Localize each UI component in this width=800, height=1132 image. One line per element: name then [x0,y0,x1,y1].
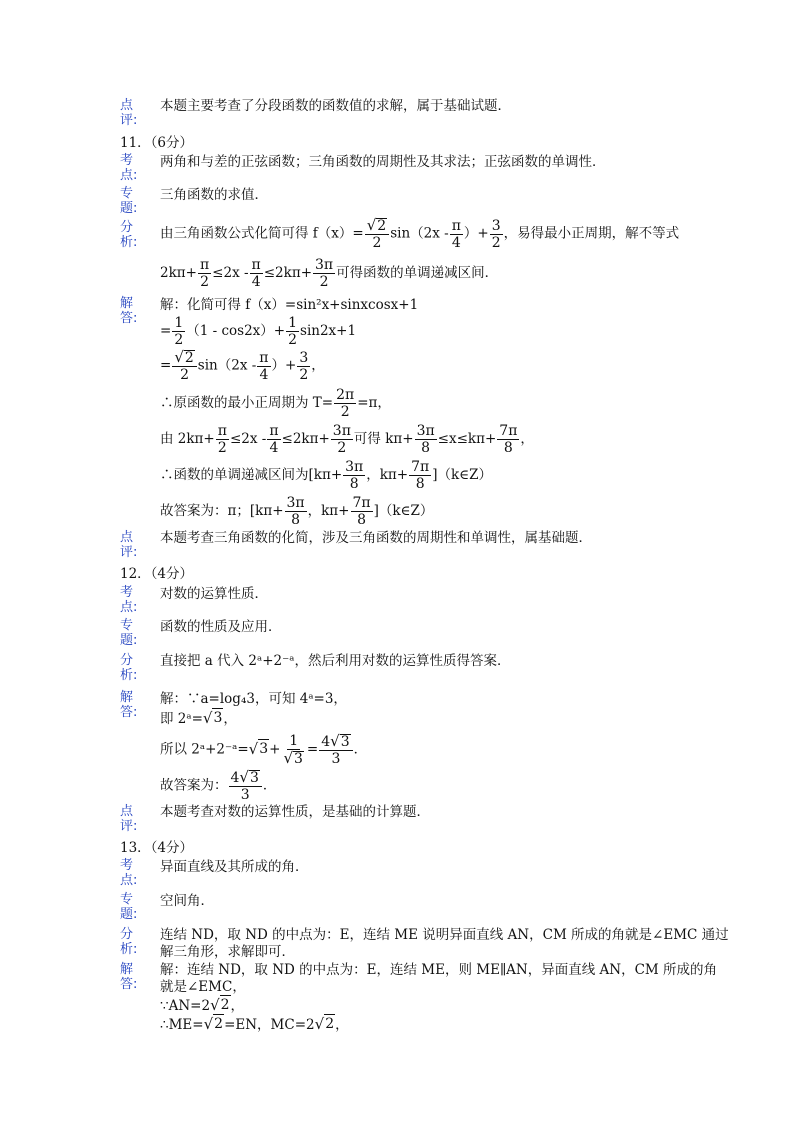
denominator: 2 [319,274,329,290]
fraction [450,219,463,250]
fraction [490,219,503,250]
denominator: 2 [288,332,298,348]
radical-sign: √ [283,749,293,767]
label-char: 评: [120,113,138,128]
q13-zhuanti: 空间角． [160,893,214,909]
fraction [216,424,229,455]
fraction [343,460,365,491]
label-zhuanti [120,618,144,648]
text: = [160,357,172,374]
label-zhuanti [120,892,144,922]
q13-jieda-line2: 就是∠EMC， [160,979,246,995]
label-char: 解 [120,296,134,311]
numerator: π [259,349,269,366]
radical-sign: √ [366,216,377,234]
radicand: 3 [259,740,269,757]
denominator: 2 [180,367,190,383]
radicand: 3 [249,770,259,786]
q11-jieda-line5 [160,424,534,455]
text: sin（2x - [390,225,449,242]
label-char: 专 [120,186,134,201]
label-char: 考 [120,585,134,600]
denominator: 8 [503,440,513,456]
radicand: 3 [340,734,350,750]
label-char: 分 [120,653,134,668]
radical-sign: √ [314,1015,325,1033]
denominator: 4 [269,440,279,456]
coefficient: 4 [321,734,331,750]
label-fenxi [120,927,144,957]
denominator: 4 [259,366,269,383]
label-jieda [120,690,144,720]
numerator: 3π [416,423,435,439]
denominator: 4 [451,234,461,251]
q13-kaodian: 异面直线及其所成的角． [160,859,309,875]
radical-sign: √ [210,996,220,1014]
fraction [409,460,431,491]
text: 可得函数的单调递减区间． [336,265,499,281]
text: 可得 kπ+ [353,431,414,447]
fraction [281,734,305,766]
label-kaodian [120,153,144,183]
text: ）+ [271,357,297,374]
text: ，kπ+ [366,467,409,483]
text: ≤2x - [229,431,267,447]
q11-jieda-line1: 解：化简可得 f（x）=sin²x+sinxcosx+1 [160,297,419,313]
text: ∴原函数的最小正周期为 T= [160,395,334,411]
text: 所以 2ᵃ+2⁻ᵃ= [160,741,249,758]
numerator: 1 [289,733,299,749]
sqrt [249,739,269,758]
text: + [269,741,281,758]
denominator: 2 [174,332,184,348]
label-kaodian [120,858,144,888]
q13-header: 13．（4分） [120,840,194,856]
q11-fenxi-line1 [160,218,679,250]
radicand: 3 [294,751,303,767]
numerator: π [451,217,461,234]
label-char: 专 [120,618,134,633]
fraction [319,734,352,766]
label-char: 专 [120,892,134,907]
text: ∴函数的单调递减区间为[kπ+ [160,467,343,483]
numerator: π [251,257,261,273]
denominator: 2 [299,366,309,383]
text: = [306,741,319,758]
label-char: 评: [120,819,138,834]
q13-jieda-line4 [160,1014,349,1034]
text: ]（k∈Z） [373,503,434,519]
label-char: 题: [120,201,138,216]
radical-sign: √ [248,739,259,758]
text: ≤2kπ+ [263,265,313,281]
text: ， [223,711,237,727]
label-char: 考 [120,153,134,168]
numerator: π [269,423,279,439]
denominator: 2 [372,235,382,251]
text: ≤2kπ+ [281,431,330,447]
fraction [285,496,307,527]
text: ）+ [463,225,489,242]
fraction [313,258,335,289]
label-char: 点 [120,804,134,819]
text: ∴ME= [160,1017,204,1033]
denominator: 4 [251,274,261,290]
text: ，易得最小正周期，解不等式 [503,225,680,242]
q11-jieda-line7 [160,496,433,527]
radicand: 2 [377,218,387,234]
denominator: 8 [421,440,431,456]
radical-sign: √ [174,348,184,366]
label-zhuanti [120,186,144,216]
numerator: 3π [286,495,305,511]
numerator: 7π [352,495,371,511]
text: =EN，MC=2 [224,1017,315,1033]
q13-fenxi-line2: 解三角形，求解即可． [160,944,295,960]
label-char: 点 [120,98,134,113]
q13-jieda-line1: 解：连结 ND，取 ND 的中点为：E，连结 ME，则 ME∥AN，异面直线 AN，CM 所成的角 [160,962,718,978]
q12-header: 12．（4分） [120,566,194,582]
q12-kaodian: 对数的运算性质． [160,586,268,602]
fraction [257,351,270,382]
numerator: 7π [411,459,430,475]
q12-jieda-line3 [160,734,367,766]
radical-sign: √ [203,1015,214,1033]
label-char: 点: [120,600,138,615]
label-char: 点 [120,530,134,545]
label-fenxi [120,653,144,683]
label-char: 题: [120,907,138,922]
sqrt [203,708,223,727]
label-jieda [120,296,144,326]
coefficient: 4 [230,770,240,786]
label-comment [120,804,144,834]
label-char: 答: [120,311,138,326]
label-comment [120,98,144,128]
denominator: 3 [331,751,341,767]
q12-comment: 本题考查对数的运算性质，是基础的计算题． [160,804,430,820]
sqrt [315,1014,335,1033]
label-fenxi [120,220,144,250]
fraction [415,424,437,455]
label-char: 考 [120,858,134,873]
numerator: 1 [288,315,298,331]
text: 由 2kπ+ [160,431,215,447]
text: ]（k∈Z） [432,467,493,483]
numerator: 3π [315,257,334,273]
denominator: 8 [291,512,301,528]
label-char: 点: [120,168,138,183]
text: ， [230,998,245,1014]
radicand: 3 [213,710,223,726]
fraction [267,424,280,455]
text: ∵AN=2 [160,998,211,1014]
numerator: π [199,257,210,273]
fraction [331,424,353,455]
label-char: 分 [120,220,134,235]
label-char: 点: [120,873,138,888]
text: ， [520,431,534,447]
text: ，kπ+ [307,503,350,519]
label-char: 答: [120,977,138,992]
denominator: 2 [200,274,210,290]
denominator: 3 [240,787,250,803]
fraction [198,258,211,289]
fraction [250,258,263,289]
q11-comment: 本题考查三角函数的化简，涉及三角函数的周期性和单调性，属基础题． [160,530,592,546]
denominator: 2 [340,404,350,420]
q12-zhuanti: 函数的性质及应用． [160,619,282,635]
label-char: 析: [120,942,138,957]
text: ， [335,1017,349,1033]
text: 故答案为： [160,777,228,794]
numerator: π [217,423,227,439]
fraction [365,218,389,250]
fraction [351,496,373,527]
fraction [297,351,310,382]
denominator: 2 [217,440,227,456]
label-char: 析: [120,235,138,250]
text: 即 2ᵃ= [160,711,203,727]
q11-fenxi-line2 [160,258,498,289]
radical-sign: √ [239,768,249,786]
q12-jieda-line1: 解：∵a=log₄3，可知 4ᵃ=3， [160,691,347,707]
label-char: 解 [120,962,134,977]
numerator: 2π [336,387,355,403]
label-char: 题: [120,633,138,648]
radicand: 2 [184,350,194,366]
text: = [160,323,172,339]
label-char: 解 [120,690,134,705]
text: 由三角函数公式化简可得 f（x）= [160,225,364,242]
numerator: 3 [299,349,309,366]
label-char: 答: [120,705,138,720]
q13-fenxi-line1: 连结 ND，取 ND 的中点为：E，连结 ME 说明异面直线 AN，CM 所成的角就是∠EMC 通过 [160,927,729,943]
q12-jieda-line2 [160,708,237,728]
numerator: 3 [491,217,501,234]
text: sin2x+1 [300,323,357,339]
sqrt [204,1014,224,1033]
label-char: 评: [120,545,138,560]
q10-comment: 本题主要考查了分段函数的函数值的求解，属于基础试题． [160,98,511,114]
q11-kaodian: 两角和与差的正弦函数；三角函数的周期性及其求法；正弦函数的单调性． [160,154,606,170]
radicand: 2 [214,1016,224,1032]
text: （1 - cos2x）+ [186,323,286,339]
radicand: 2 [220,997,230,1013]
denominator: 2 [491,234,501,251]
q11-jieda-line2 [160,316,356,347]
label-jieda [120,962,144,992]
q13-jieda-line3 [160,995,244,1015]
label-char: 分 [120,927,134,942]
fraction [172,316,185,347]
label-comment [120,530,144,560]
q12-jieda-line4 [160,770,276,802]
text: ， [311,357,325,374]
denominator: 8 [349,476,359,492]
q11-jieda-line6 [160,460,492,491]
fraction [334,388,356,419]
q12-fenxi: 直接把 a 代入 2ᵃ+2⁻ᵃ，然后利用对数的运算性质得答案． [160,653,511,669]
denominator: 2 [337,440,347,456]
numerator: 7π [499,423,518,439]
fraction [172,350,196,382]
denominator: 8 [415,476,425,492]
radical-sign: √ [202,709,213,727]
sqrt [210,995,230,1014]
radical-sign: √ [330,732,340,750]
fraction [286,316,299,347]
q11-header: 11．（6分） [120,135,194,151]
q11-jieda-line3 [160,350,325,382]
fraction [229,770,262,802]
label-char: 析: [120,668,138,683]
text: 故答案为：π；[kπ+ [160,503,284,519]
text: =π， [357,395,391,411]
radicand: 2 [325,1016,335,1032]
numerator: 1 [174,315,184,331]
text: ≤2x - [212,265,249,281]
text: ≤x≤kπ+ [437,431,497,447]
text: sin（2x - [197,357,257,374]
label-kaodian [120,585,144,615]
q11-jieda-line4 [160,388,391,419]
numerator: 3π [345,459,364,475]
fraction [497,424,519,455]
text: ． [262,777,277,794]
text: ． [353,741,368,758]
denominator: 8 [357,512,367,528]
text: 2kπ+ [160,265,197,281]
q11-zhuanti: 三角函数的求值． [160,187,268,203]
numerator: 3π [332,423,351,439]
